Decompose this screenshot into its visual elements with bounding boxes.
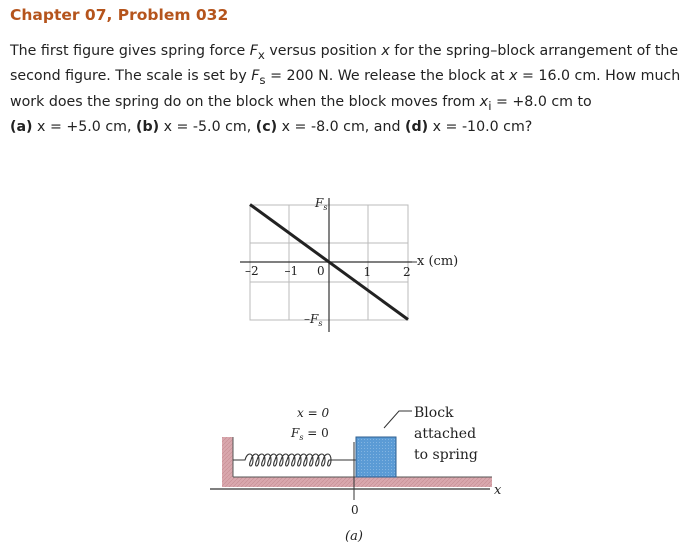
floor [222,477,492,487]
block-label-2: attached [414,426,477,442]
part-d-label: (d) [405,118,429,135]
figure-caption: (a) [345,529,363,544]
block-label-3: to spring [414,447,478,463]
x-axis-label-2: x [494,483,502,498]
fs0-label: $F_s = 0$ [291,426,329,442]
x-tick-label: –1 [284,264,299,278]
x0-label: x = 0 [297,406,330,420]
problem-statement: The first figure gives spring force $F_x$ versus position x for the spring–block arrangement of the second figure. The scale is set by $F_s = 200$ N. We release the block at x = 16.0 cm. How much work does the spring do on the block when the block moves from $x_i = +8.0$ cm to (a) x = +5.0 cm, (b) x = -5.0 cm, (c) x = -8.0 cm, and (d) x = -10.0 cm? [10,43,681,135]
fs-top-label: $F_s$ [315,196,328,212]
part-c-label: (c) [255,118,278,135]
block [356,437,396,477]
part-b-label: (b) [135,118,160,135]
part-a-label: (a) [10,118,33,135]
fs-bottom-label: $-F_s$ [304,312,323,328]
x-tick-label: 1 [363,265,372,279]
block-leader-line [384,411,412,428]
zero-tick-label: 0 [351,503,359,517]
x-tick-label: –2 [245,264,259,278]
x-tick-label: 2 [403,265,411,279]
x-tick-label: 0 [317,264,325,278]
x-axis-label: x (cm) [417,254,459,269]
spring-coil [233,454,356,466]
problem-title: Chapter 07, Problem 032 [10,6,229,24]
block-label-1: Block [414,405,454,421]
